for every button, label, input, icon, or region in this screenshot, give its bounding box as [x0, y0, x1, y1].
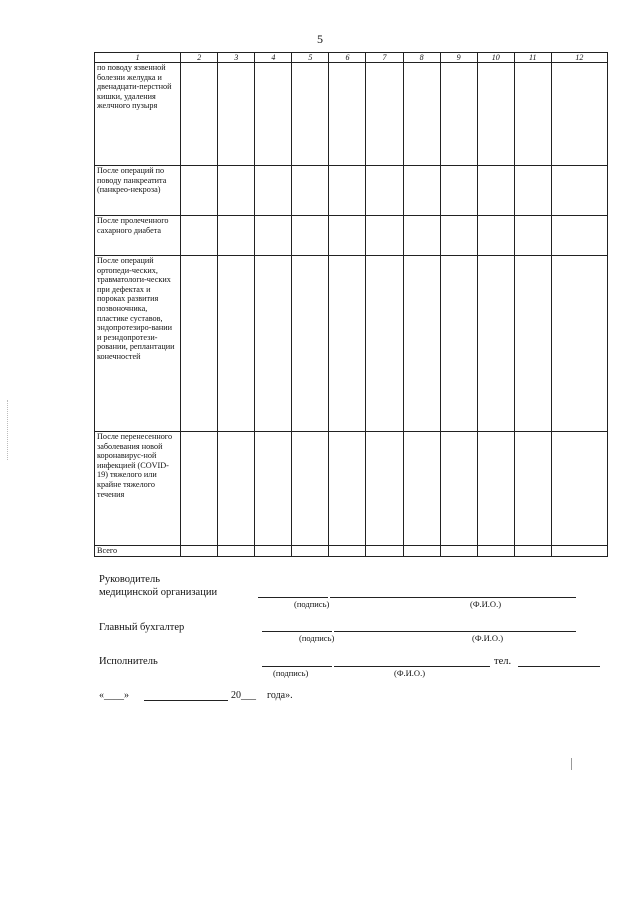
table-cell [403, 216, 440, 256]
table-cell [440, 63, 477, 166]
executor-name-caption: (Ф.И.О.) [394, 668, 426, 678]
head-signature-line [258, 597, 328, 598]
date-day: «____» [99, 690, 129, 701]
table-cell [218, 216, 255, 256]
table-cell [366, 63, 403, 166]
date-year: 20___ [231, 690, 256, 701]
accountant-name-caption: (Ф.И.О.) [472, 633, 504, 643]
phone-label: тел. [494, 656, 512, 667]
table-cell [551, 166, 607, 216]
col-header-5: 5 [292, 53, 329, 63]
table-cell [477, 546, 514, 557]
table-cell [403, 546, 440, 557]
table-cell [292, 63, 329, 166]
phone-line [518, 666, 600, 667]
executor-name-line [334, 666, 490, 667]
table-cell [403, 256, 440, 432]
table-cell [181, 216, 218, 256]
report-table [94, 52, 608, 557]
table-cell [440, 546, 477, 557]
table-cell [218, 166, 255, 216]
head-title-line2: медицинской организации [99, 587, 218, 598]
col-header-8: 8 [403, 53, 440, 63]
table-cell [440, 432, 477, 546]
row-label: После операций ортопеди-ческих, травматологи-ческих при дефектах и пороках развития позвоночника, пластике суставов, эндопротезиро-вании и реэндопротези-ровании, реплантации конечностей [95, 256, 181, 432]
table-cell [551, 546, 607, 557]
table-cell [477, 432, 514, 546]
table-cell [366, 216, 403, 256]
col-header-2: 2 [181, 53, 218, 63]
table-cell [477, 216, 514, 256]
scan-edge-dots [7, 400, 9, 460]
table-cell [329, 216, 366, 256]
table-cell [218, 432, 255, 546]
table-cell [181, 256, 218, 432]
table-cell [366, 432, 403, 546]
table-cell [181, 432, 218, 546]
scan-artifact [571, 758, 572, 770]
table-cell [292, 216, 329, 256]
table-cell [329, 546, 366, 557]
row-label: После операций по поводу панкреатита (панкрео-некроза) [95, 166, 181, 216]
col-header-6: 6 [329, 53, 366, 63]
table-cell [366, 256, 403, 432]
accountant-signature-line [262, 631, 332, 632]
table-cell [255, 166, 292, 216]
table-cell [477, 63, 514, 166]
row-label-total: Всего [95, 546, 181, 557]
executor-signature-line [262, 666, 332, 667]
table-cell [551, 63, 607, 166]
table-cell [403, 63, 440, 166]
row-label: После перенесенного заболевания новой коронавирус-ной инфекцией (COVID-19) тяжелого или крайне тяжелого течения [95, 432, 181, 546]
table-cell [255, 216, 292, 256]
table-cell [551, 432, 607, 546]
table-cell [255, 432, 292, 546]
table-cell [181, 166, 218, 216]
col-header-10: 10 [477, 53, 514, 63]
table-cell [440, 256, 477, 432]
col-header-12: 12 [551, 53, 607, 63]
table-cell [440, 216, 477, 256]
table-cell [514, 256, 551, 432]
table-row [95, 432, 608, 546]
table-cell [329, 166, 366, 216]
date-suffix: года». [267, 690, 293, 701]
table-cell [366, 166, 403, 216]
table-row [95, 63, 608, 166]
table-cell [514, 63, 551, 166]
table-cell [292, 546, 329, 557]
table-cell [514, 166, 551, 216]
table-row [95, 256, 608, 432]
accountant-name-line [334, 631, 576, 632]
table-cell [403, 432, 440, 546]
table-header-row [95, 53, 608, 63]
accountant-signature-caption: (подпись) [299, 633, 335, 643]
table-row [95, 166, 608, 216]
col-header-7: 7 [366, 53, 403, 63]
table-row-total [95, 546, 608, 557]
table-row [95, 216, 608, 256]
col-header-1: 1 [95, 53, 181, 63]
executor-signature-caption: (подпись) [273, 668, 309, 678]
table-cell [255, 546, 292, 557]
table-cell [551, 216, 607, 256]
table-cell [477, 256, 514, 432]
row-label: по поводу язвенной болезни желудка и двенадцати-перстной кишки, удаления желчного пузыря [95, 63, 181, 166]
table-cell [477, 166, 514, 216]
executor-title: Исполнитель [99, 656, 158, 667]
table-cell [329, 432, 366, 546]
table-cell [292, 256, 329, 432]
table-cell [218, 63, 255, 166]
col-header-4: 4 [255, 53, 292, 63]
table-cell [514, 546, 551, 557]
table-cell [255, 63, 292, 166]
head-title-line1: Руководитель [99, 574, 160, 585]
table-cell [403, 166, 440, 216]
table-cell [514, 216, 551, 256]
table-cell [329, 63, 366, 166]
head-name-caption: (Ф.И.О.) [470, 599, 502, 609]
col-header-3: 3 [218, 53, 255, 63]
table-cell [218, 256, 255, 432]
table-cell [255, 256, 292, 432]
table-cell [440, 166, 477, 216]
table-cell [181, 546, 218, 557]
page-number: 5 [317, 32, 323, 46]
table-cell [292, 432, 329, 546]
col-header-9: 9 [440, 53, 477, 63]
table-cell [366, 546, 403, 557]
table-cell [181, 63, 218, 166]
row-label: После пролеченного сахарного диабета [95, 216, 181, 256]
table-cell [329, 256, 366, 432]
table-cell [514, 432, 551, 546]
head-name-line [330, 597, 576, 598]
table-cell [551, 256, 607, 432]
accountant-title: Главный бухгалтер [99, 622, 185, 633]
table-cell [218, 546, 255, 557]
head-signature-caption: (подпись) [294, 599, 330, 609]
date-month-line [144, 700, 228, 701]
col-header-11: 11 [514, 53, 551, 63]
table-cell [292, 166, 329, 216]
